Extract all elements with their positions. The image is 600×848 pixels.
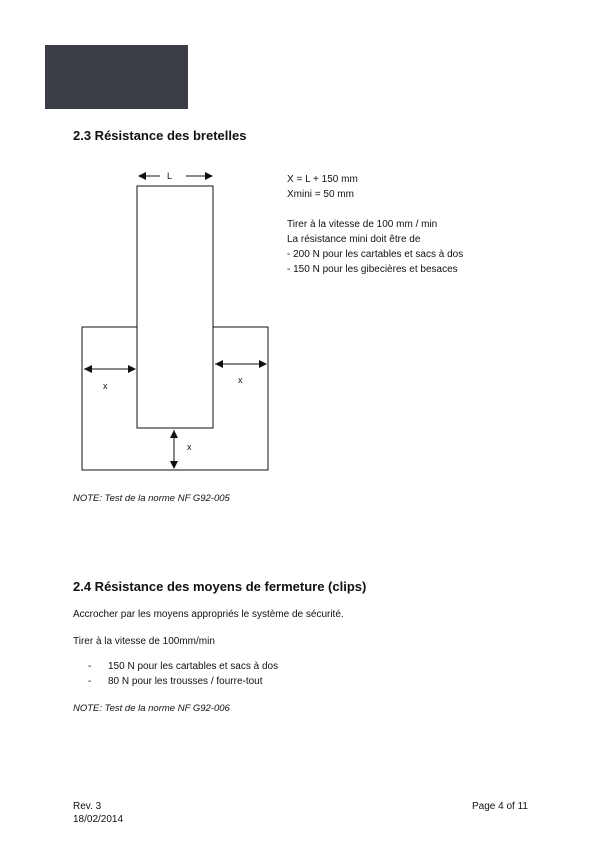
bullet-text: 80 N pour les trousses / fourre-tout <box>108 676 263 687</box>
dimension-x-bottom-label: x <box>187 442 192 452</box>
section-2-4-title: 2.4 Résistance des moyens de fermeture (clips) <box>73 579 367 594</box>
spec-line: - 200 N pour les cartables et sacs à dos <box>287 249 464 260</box>
spec-line: - 150 N pour les gibecières et besaces <box>287 264 458 275</box>
section-2-3-title: 2.3 Résistance des bretelles <box>73 128 247 143</box>
bullet-marker: - <box>88 676 92 687</box>
strap-spec-text <box>287 172 463 277</box>
spec-line: X = L + 150 mm <box>287 174 358 185</box>
section-2-4-paragraph-1: Accrocher par les moyens appropriés le système de sécurité. <box>73 609 344 620</box>
dimension-L-label: L <box>167 171 173 181</box>
bullet-text: 150 N pour les cartables et sacs à dos <box>108 661 279 672</box>
section-2-4-paragraph-2: Tirer à la vitesse de 100mm/min <box>73 636 215 647</box>
strap-rectangle <box>137 186 213 428</box>
footer-date: 18/02/2014 <box>73 814 124 825</box>
footer-revision <box>73 800 123 826</box>
dimension-x-right-arrowhead <box>215 360 223 368</box>
dimension-x-right-label: x <box>238 375 243 385</box>
bullet-marker: - <box>88 661 92 672</box>
spec-line: Xmini = 50 mm <box>287 189 354 200</box>
footer-page-number: Page 4 of 11 <box>472 801 528 812</box>
section-2-3-note: NOTE: Test de la norme NF G92-005 <box>73 493 230 504</box>
dimension-x-left-arrowhead <box>84 365 92 373</box>
spec-line: La résistance mini doit être de <box>287 234 421 245</box>
spec-line-blank <box>287 202 463 217</box>
section-2-4-bullet-list <box>88 659 278 689</box>
list-item <box>88 659 278 674</box>
dimension-x-bottom-arrowhead <box>170 430 178 438</box>
dimension-x-left-label: x <box>103 381 108 391</box>
footer-rev: Rev. 3 <box>73 801 102 812</box>
section-2-4-note: NOTE: Test de la norme NF G92-006 <box>73 703 230 714</box>
spec-line: Tirer à la vitesse de 100 mm / min <box>287 219 438 230</box>
list-item <box>88 674 278 689</box>
